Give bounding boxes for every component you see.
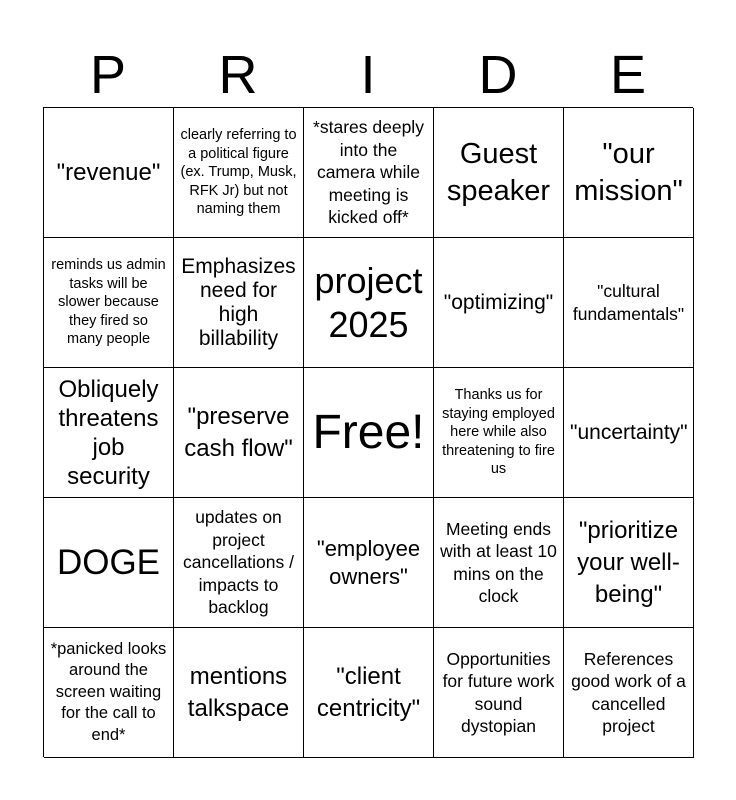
cell-text: Obliquely threatens job security: [58, 375, 159, 490]
cell-text: "employee owners": [316, 535, 421, 589]
bingo-cell-r4c4[interactable]: [434, 498, 564, 628]
bingo-cell-r5c2[interactable]: [174, 628, 304, 758]
bingo-cell-r3c4[interactable]: [434, 368, 564, 498]
cell-text: reminds us admin tasks will be slower because they fired so many people: [51, 257, 166, 348]
bingo-cell-r4c1[interactable]: [44, 498, 174, 628]
cell-text: "prioritize your well-being": [577, 516, 680, 608]
cell-text: References good work of a cancelled project: [571, 648, 686, 736]
bingo-cell-r2c5[interactable]: [564, 238, 694, 368]
bingo-cell-r2c2[interactable]: [174, 238, 304, 368]
bingo-cell-r5c4[interactable]: [434, 628, 564, 758]
bingo-cell-r3c2[interactable]: [174, 368, 304, 498]
cell-text: Emphasizes need for high billability: [181, 254, 296, 350]
header-letter-i: I: [360, 45, 376, 105]
cell-text: project 2025: [314, 259, 423, 345]
cell-text: "uncertainty": [570, 420, 688, 444]
cell-text: "cultural fundamentals": [572, 281, 685, 324]
bingo-cell-r4c2[interactable]: [174, 498, 304, 628]
cell-text: *panicked looks around the screen waiting for the call to end*: [50, 639, 167, 744]
bingo-cell-r5c5[interactable]: [564, 628, 694, 758]
header-letter-d: D: [478, 45, 518, 105]
free-space: Free!: [312, 405, 425, 459]
bingo-cell-r4c5[interactable]: [564, 498, 694, 628]
bingo-cell-r1c5[interactable]: [564, 108, 694, 238]
header-letter-p: P: [89, 45, 127, 105]
bingo-header: [43, 44, 693, 106]
cell-text: updates on project cancellations / impacts to backlog: [183, 507, 294, 618]
cell-text: DOGE: [56, 542, 161, 582]
bingo-board: [43, 107, 693, 757]
bingo-cell-r2c3[interactable]: [304, 238, 434, 368]
bingo-cell-r1c4[interactable]: [434, 108, 564, 238]
bingo-cell-r2c1[interactable]: [44, 238, 174, 368]
cell-text: "optimizing": [443, 290, 554, 314]
bingo-cell-r1c1[interactable]: [44, 108, 174, 238]
cell-text: clearly referring to a political figure (ex. Trump, Musk, RFK Jr) but not naming them: [180, 127, 297, 218]
cell-text: Opportunities for future work sound dystopian: [442, 648, 555, 736]
cell-text: Meeting ends with at least 10 mins on the clock: [440, 518, 557, 606]
bingo-cell-r3c3[interactable]: [304, 368, 434, 498]
cell-text: "client centricity": [316, 662, 421, 722]
bingo-cell-r2c4[interactable]: [434, 238, 564, 368]
bingo-cell-r4c3[interactable]: [304, 498, 434, 628]
cell-text: Thanks us for staying employed here while also threatening to fire us: [442, 387, 555, 478]
bingo-cell-r3c1[interactable]: [44, 368, 174, 498]
bingo-cell-r1c3[interactable]: [304, 108, 434, 238]
cell-text: "our mission": [574, 137, 683, 207]
bingo-cell-r1c2[interactable]: [174, 108, 304, 238]
cell-text: mentions talkspace: [187, 662, 290, 722]
bingo-cell-r3c5[interactable]: [564, 368, 694, 498]
cell-text: *stares deeply into the camera while meeting is kicked off*: [313, 117, 424, 228]
bingo-cell-r5c1[interactable]: [44, 628, 174, 758]
header-letter-r: R: [218, 45, 258, 105]
cell-text: "revenue": [56, 159, 161, 186]
cell-text: "preserve cash flow": [184, 402, 293, 462]
cell-text: Guest speaker: [446, 137, 551, 207]
header-letter-e: E: [609, 45, 647, 105]
bingo-cell-r5c3[interactable]: [304, 628, 434, 758]
